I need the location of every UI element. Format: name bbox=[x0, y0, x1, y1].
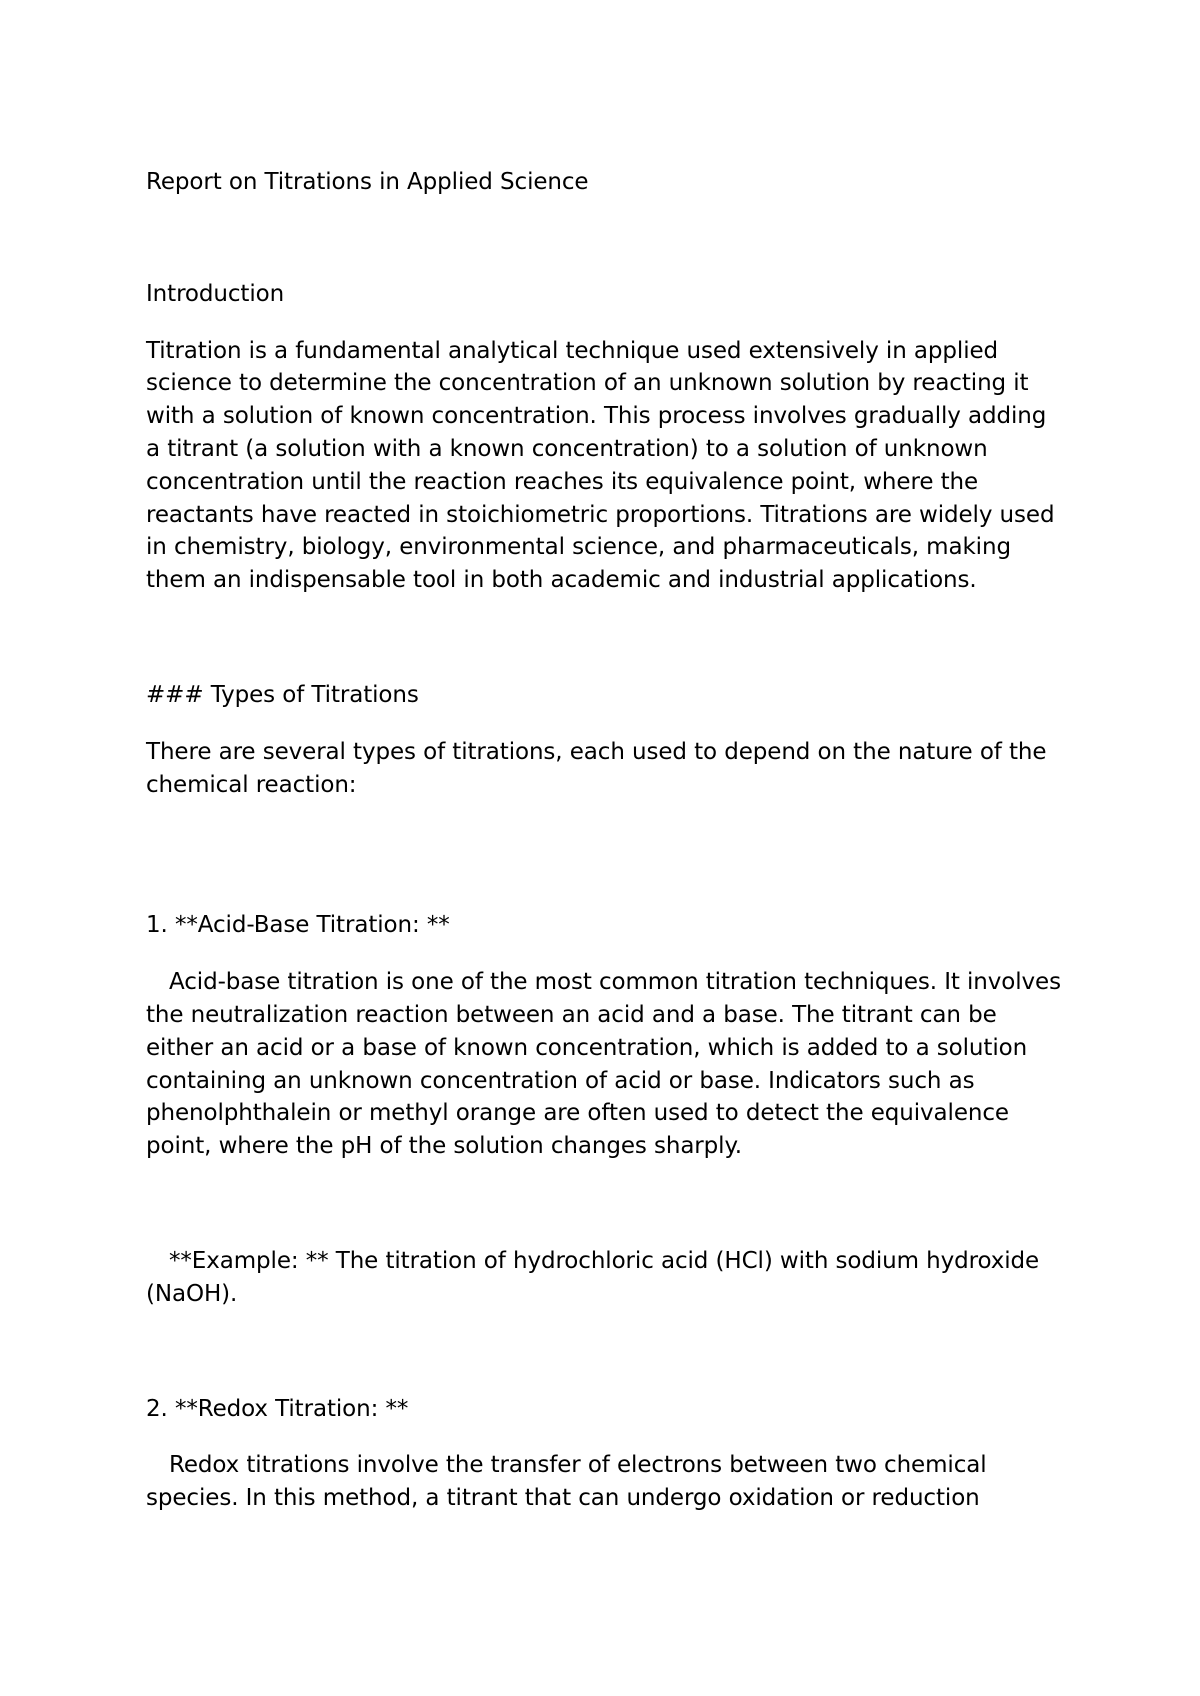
types-intro-paragraph: There are several types of titrations, each used to depend on the nature of the chemical reaction: bbox=[146, 738, 1047, 798]
types-heading: ### Types of Titrations bbox=[146, 681, 419, 708]
redox-paragraph: Redox titrations involve the transfer of electrons between two chemical species. In this method, a titrant that can undergo oxidation or reduction bbox=[146, 1452, 987, 1512]
acid-base-heading: 1. **Acid-Base Titration: ** bbox=[146, 912, 450, 939]
document-title: Report on Titrations in Applied Science bbox=[146, 169, 589, 195]
redox-heading: 2. **Redox Titration: ** bbox=[146, 1395, 409, 1422]
acid-base-example: **Example: ** The titration of hydrochloric acid (HCl) with sodium hydroxide (NaOH). bbox=[146, 1247, 1040, 1307]
intro-heading: Introduction bbox=[146, 280, 285, 307]
document-body bbox=[146, 166, 1066, 1515]
intro-paragraph: Titration is a fundamental analytical technique used extensively in applied science to determine the concentration of an unknown solution by reacting it with a solution of known concentration. This process involves gradually adding a titrant (a solution with a known concentration) to a solution of unknown concentration until the reaction reaches its equivalence point, where the reactants have reacted in stoichiometric proportions. Titrations are widely used in chemistry, biology, environmental science, and pharmaceuticals, making them an indispensable tool in both academic and industrial applications. bbox=[146, 337, 1055, 594]
acid-base-paragraph: Acid-base titration is one of the most common titration techniques. It involves the neutralization reaction between an acid and a base. The titrant can be either an acid or a base of known concentration, which is added to a solution containing an unknown concentration of acid or base. Indicators such as phenolphthalein or methyl orange are often used to detect the equivalence point, where the pH of the solution changes sharply. bbox=[146, 969, 1061, 1160]
